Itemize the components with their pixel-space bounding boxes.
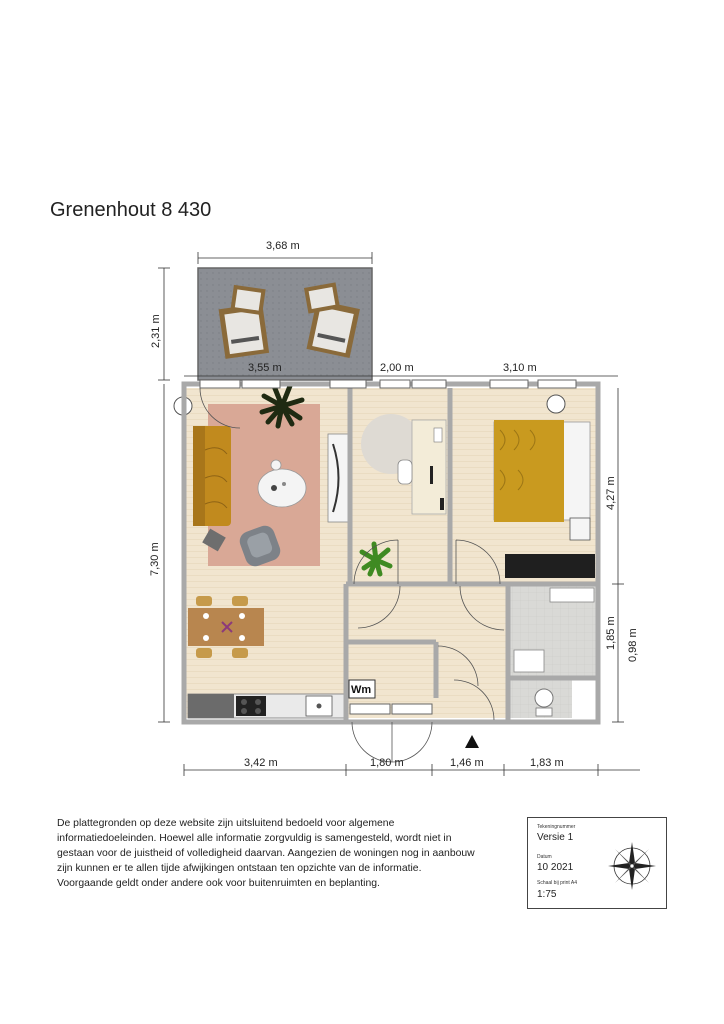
dim-bottom-mid1: 1,80 m [370,757,404,769]
toilet [535,689,553,707]
dim-bath-depth: 1,85 m [605,616,617,650]
kitchen-counter [188,694,344,718]
dim-toilet-depth: 0,98 m [627,628,639,662]
dresser [505,554,595,578]
plan-title: Grenenhout 8 430 [50,199,212,221]
dim-bottom-left: 3,42 m [244,757,278,769]
washer-label: Wm [351,684,372,696]
title-block [527,817,667,909]
scale-label: Schaal bij print A4 [537,880,578,886]
shower [550,588,594,602]
dim-bedroom-width: 3,10 m [503,362,537,374]
compass-rose-icon [606,840,658,892]
nightstand [570,518,590,540]
dim-balcony-depth: 2,31 m [150,314,162,348]
sink [514,650,544,672]
dim-middle-width: 2,00 m [380,362,414,374]
disclaimer-text: De plattegronden op deze website zijn uitsluitend bedoeld voor algemene informatiedoeleinden. Hoewel alle informatie zorgvuldig is samengesteld, wordt niet in gestaan voor de juistheid of volledigheid daarvan. Aangezien de woningen nog in aanbouw zijn kunnen er te allen tijde afwijkingen ontstaan ten opzichte van de informatie. Voorgaande geldt onder andere ook voor buitenruimten en beplanting. [57,818,475,889]
tv-unit [328,434,350,522]
dim-bottom-right: 1,83 m [530,757,564,769]
entrance-arrow-icon [465,735,479,748]
date-value: 10 2021 [537,862,574,873]
scale-value: 1:75 [537,889,557,900]
dim-balcony-width: 3,68 m [266,240,300,252]
bed [494,420,590,522]
sofa [193,426,231,526]
dim-bottom-mid2: 1,46 m [450,757,484,769]
dim-bedroom-depth: 4,27 m [605,476,617,510]
drawing-number-label: Tekeningnummer [537,824,576,830]
date-label: Datum [537,854,552,860]
dim-living-width: 3,55 m [248,362,282,374]
version-value: Versie 1 [537,832,574,843]
dim-total-depth: 7,30 m [149,542,161,576]
lamp-icon [547,395,565,413]
